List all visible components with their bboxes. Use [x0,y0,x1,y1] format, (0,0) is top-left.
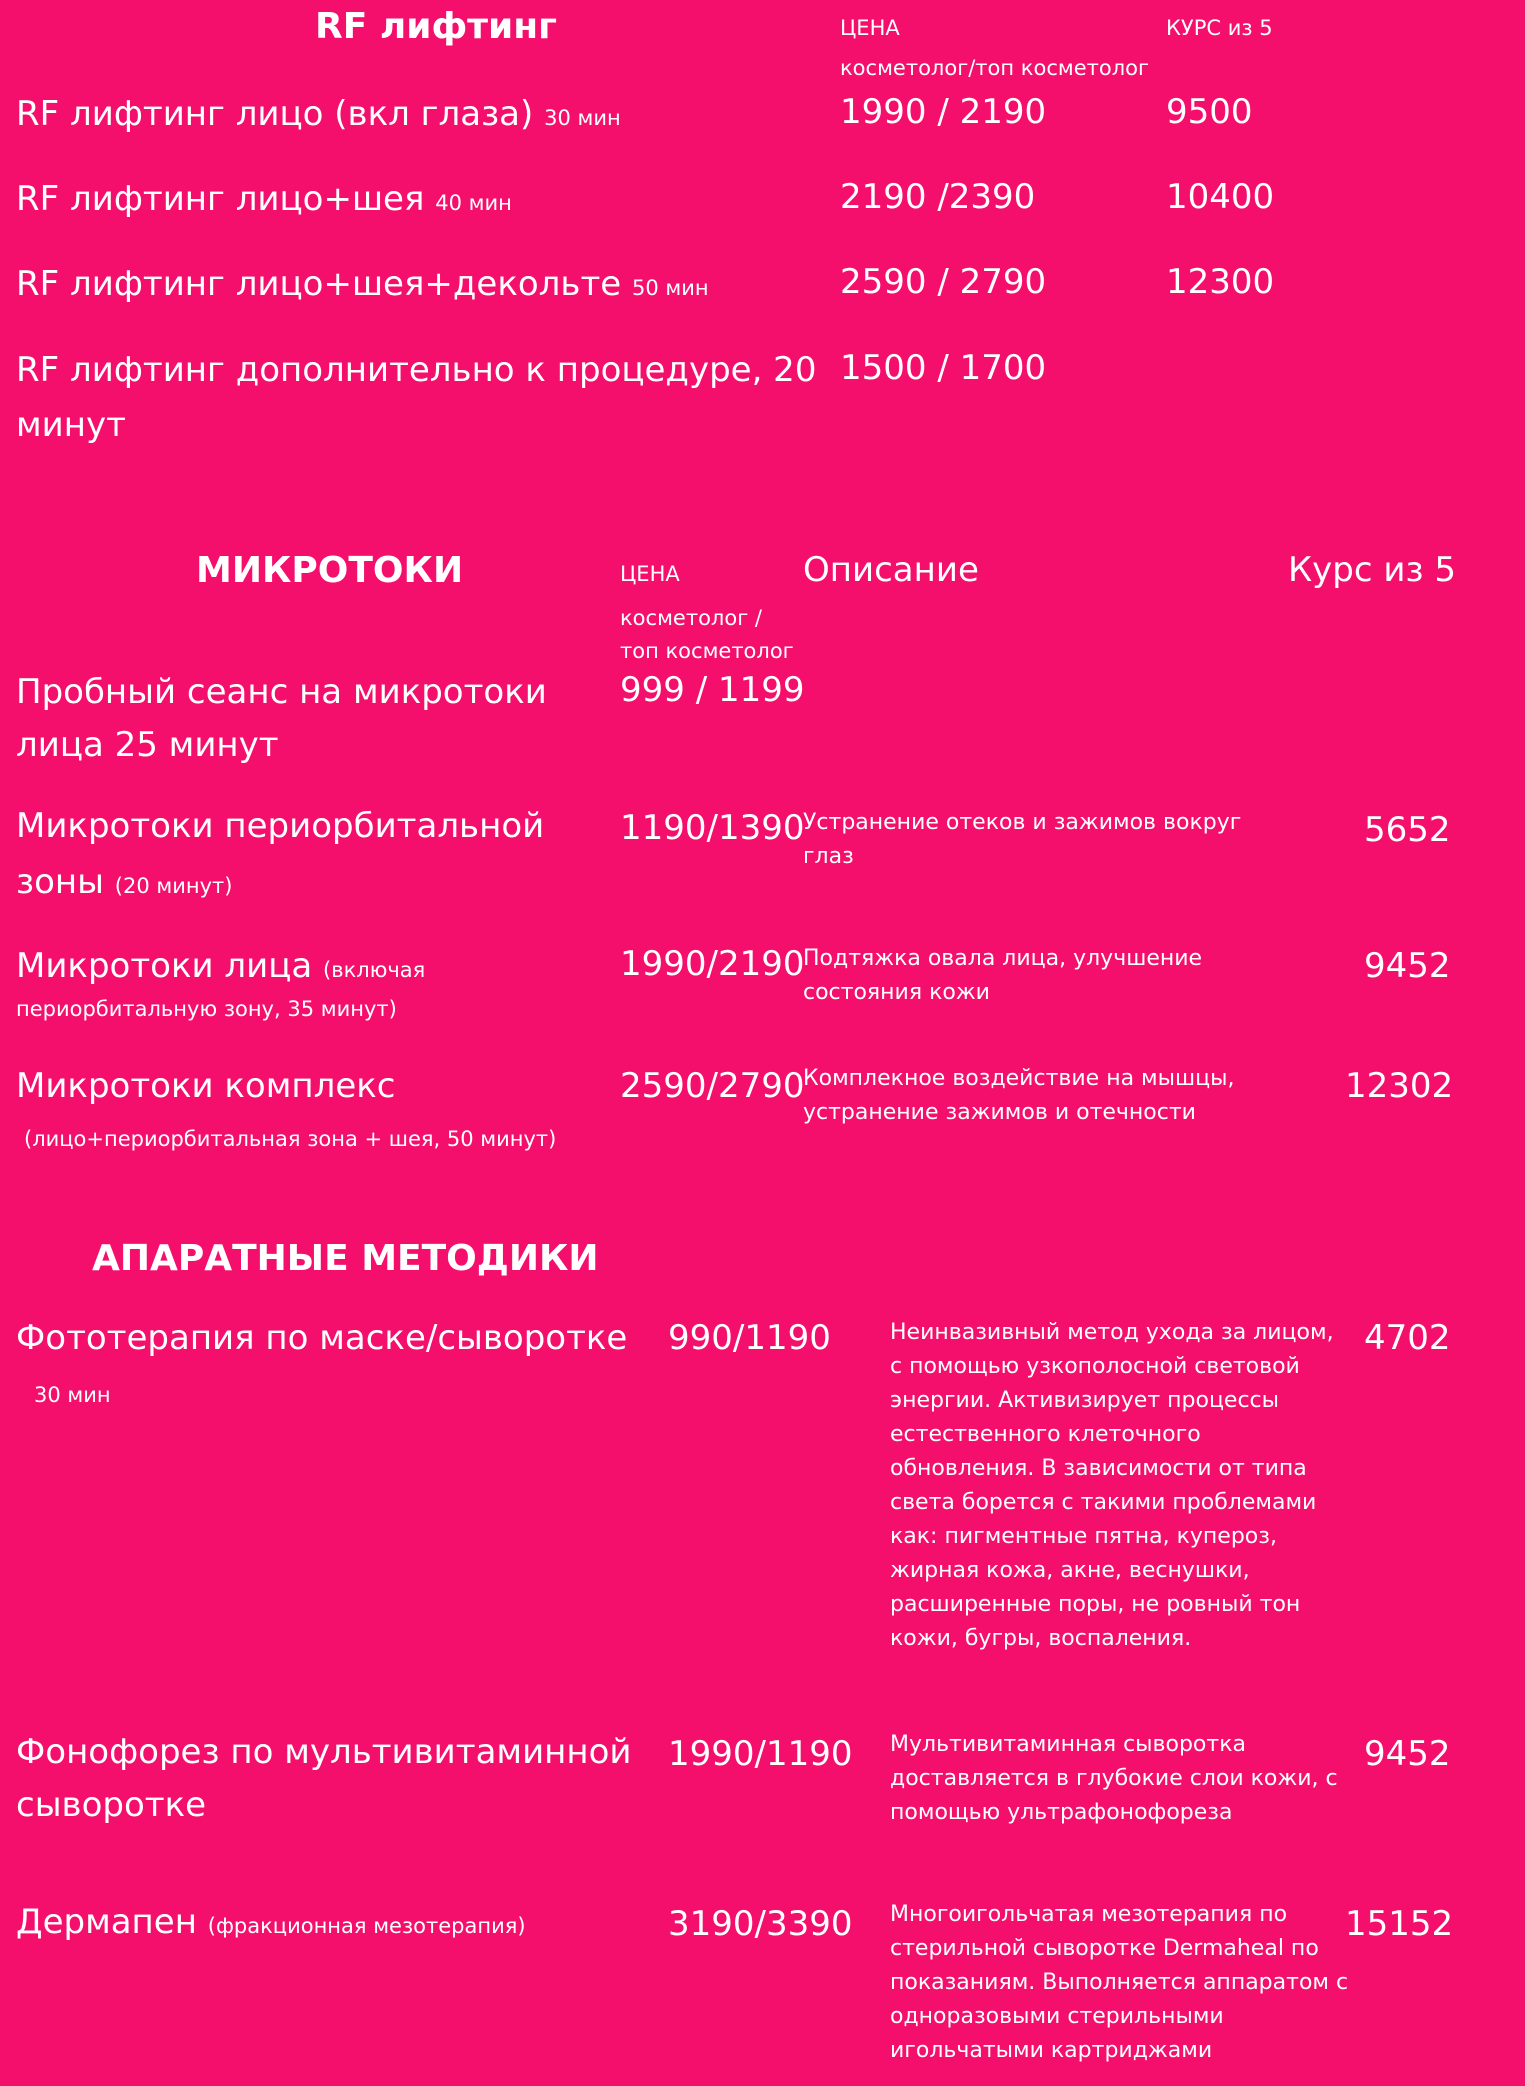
rf-row-course: 12300 [1166,262,1275,302]
micro-row-note: (лицо+периорбитальная зона + шея, 50 минут) [24,1127,557,1151]
apparatus-row-desc: Многоигольчатая мезотерапия по стерильной сыворотке Dermaheal по показаниям. Выполняется аппаратом с одноразовыми стерильными игольчатыми картриджами [890,1902,1349,2063]
rf-row-price: 1990 / 2190 [840,92,1047,132]
apparatus-row-price: 3190/3390 [668,1904,853,1944]
rf-row-name: RF лифтинг лицо (вкл глаза) 30 мин [16,94,621,134]
micro-row-note-line2: периорбитальную зону, 35 минут) [16,997,397,1021]
micro-price-subheader-1: косметолог / [620,606,762,630]
apparatus-row-desc: Неинвазивный метод ухода за лицом, с помощью узкополосной световой энергии. Активизирует процессы естественного клеточного обновления. В зависимости от типа света борется с такими проблемами как: пигментные пятна, купероз, жирная кожа, акне, веснушки, расширенные поры, не ровный тон кожи, бугры, воспаления. [890,1320,1334,1651]
micro-section-title: МИКРОТОКИ [196,550,464,591]
apparatus-row-course: 9452 [1364,1734,1451,1774]
rf-row-name: RF лифтинг лицо+шея 40 мин [16,179,512,219]
apparatus-row-name-line2: сыворотке [16,1785,207,1825]
apparatus-row-name: Дермапен (фракционная мезотерапия) [16,1902,526,1942]
micro-row-name-line1: Микротоки комплекс [16,1066,396,1106]
micro-row-name-line2: лица 25 минут [16,725,279,765]
micro-row-name-line2: зоны (20 минут) [16,862,233,902]
rf-row-name-line2: минут [16,405,126,445]
apparatus-row-note: 30 мин [34,1383,111,1407]
rf-row-course: 10400 [1166,177,1275,217]
micro-row-course: 12302 [1345,1066,1454,1106]
apparatus-row-course: 15152 [1345,1904,1454,1944]
micro-course-header: Курс из 5 [1288,550,1456,590]
micro-row-price: 1190/1390 [620,808,805,848]
apparatus-row-name-line1: Фонофорез по мультивитаминной [16,1732,632,1772]
apparatus-row-desc: Мультивитаминная сыворотка доставляется в глубокие слои кожи, с помощью ультрафонофореза [890,1732,1338,1825]
micro-row-name-line1: Пробный сеанс на микротоки [16,672,547,712]
rf-row-price: 2190 /2390 [840,177,1036,217]
micro-row-price: 999 / 1199 [620,670,805,710]
rf-price-header: ЦЕНА [840,16,900,40]
micro-row-course: 9452 [1364,946,1451,986]
rf-row-price: 1500 / 1700 [840,348,1047,388]
apparatus-row-name: Фототерапия по маске/сыворотке [16,1318,628,1358]
rf-row-name-line1: RF лифтинг дополнительно к процедуре, 20 [16,350,817,390]
micro-row-desc: Устранение отеков и зажимов вокруг глаз [803,810,1242,869]
micro-row-name-line1: Микротоки периорбитальной [16,806,545,846]
rf-course-header: КУРС из 5 [1166,16,1273,40]
micro-row-price: 2590/2790 [620,1066,805,1106]
micro-row-name-line1: Микротоки лица (включая [16,946,426,986]
rf-row-course: 9500 [1166,92,1253,132]
apparatus-row-price: 1990/1190 [668,1734,853,1774]
rf-section-title: RF лифтинг [315,6,557,47]
micro-row-desc: Подтяжка овала лица, улучшение состояния кожи [803,946,1203,1005]
micro-price-subheader-2: топ косметолог [620,639,794,663]
micro-price-header: ЦЕНА [620,562,680,586]
apparatus-row-course: 4702 [1364,1318,1451,1358]
rf-row-price: 2590 / 2790 [840,262,1047,302]
micro-row-course: 5652 [1364,810,1451,850]
apparatus-row-price: 990/1190 [668,1318,831,1358]
micro-row-price: 1990/2190 [620,944,805,984]
apparatus-section-title: АПАРАТНЫЕ МЕТОДИКИ [92,1238,599,1279]
rf-price-subheader: косметолог/топ косметолог [840,56,1150,80]
micro-desc-header: Описание [803,550,979,590]
micro-row-desc: Комплекное воздействие на мышцы, устранение зажимов и отечности [803,1066,1235,1125]
rf-row-name: RF лифтинг лицо+шея+декольте 50 мин [16,264,709,304]
